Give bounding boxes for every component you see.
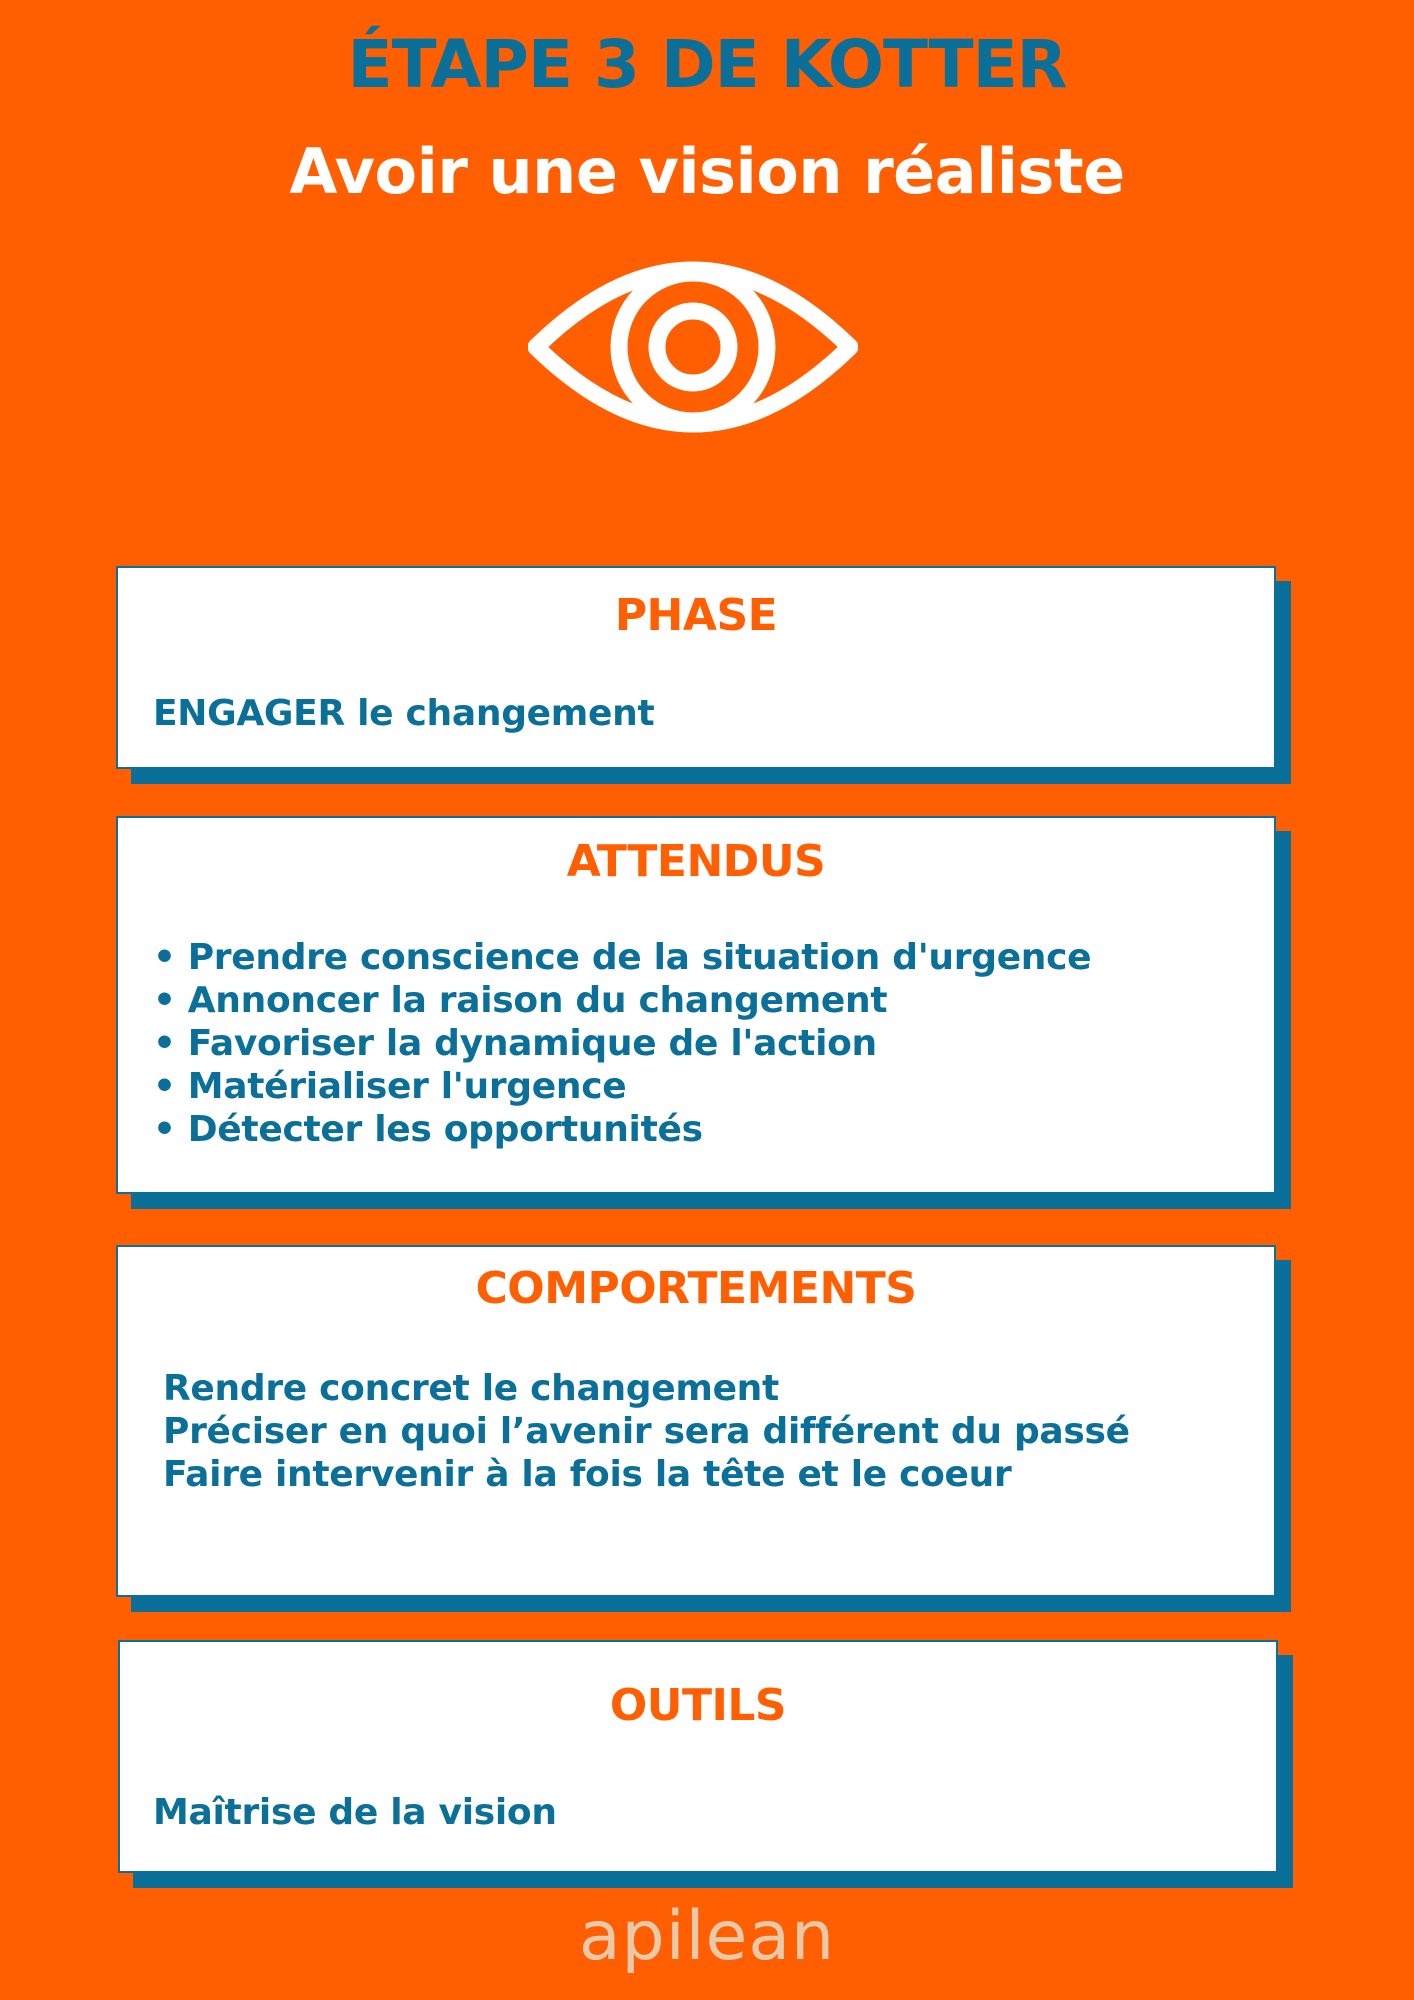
comportements-heading: COMPORTEMENTS <box>475 1263 917 1314</box>
comportements-lines <box>163 1367 1130 1496</box>
apilean-logo: apilean <box>578 1897 836 1976</box>
comportements-card <box>116 1245 1276 1597</box>
text-line: Rendre concret le changement <box>163 1368 779 1409</box>
outils-card <box>118 1640 1278 1873</box>
eye-icon <box>528 255 858 440</box>
attendus-list <box>153 936 1091 1151</box>
list-item: • Prendre conscience de la situation d'urgence <box>153 936 1091 979</box>
text-line: Préciser en quoi l’avenir sera différent du passé <box>163 1411 1130 1452</box>
phase-card <box>116 566 1276 769</box>
list-item: • Détecter les opportunités <box>153 1108 1091 1151</box>
list-item: • Annoncer la raison du changement <box>153 979 1091 1022</box>
attendus-card <box>116 816 1276 1194</box>
attendus-heading: ATTENDUS <box>566 836 826 887</box>
list-item: • Matérialiser l'urgence <box>153 1065 1091 1108</box>
outils-text: Maîtrise de la vision <box>153 1792 557 1833</box>
page-title: ÉTAPE 3 DE KOTTER <box>347 26 1067 103</box>
list-item: • Favoriser la dynamique de l'action <box>153 1022 1091 1065</box>
phase-text: ENGAGER le changement <box>153 693 655 734</box>
phase-heading: PHASE <box>614 590 778 641</box>
text-line: Faire intervenir à la fois la tête et le coeur <box>163 1454 1012 1495</box>
outils-heading: OUTILS <box>609 1680 787 1731</box>
page-subtitle: Avoir une vision réaliste <box>289 135 1125 208</box>
